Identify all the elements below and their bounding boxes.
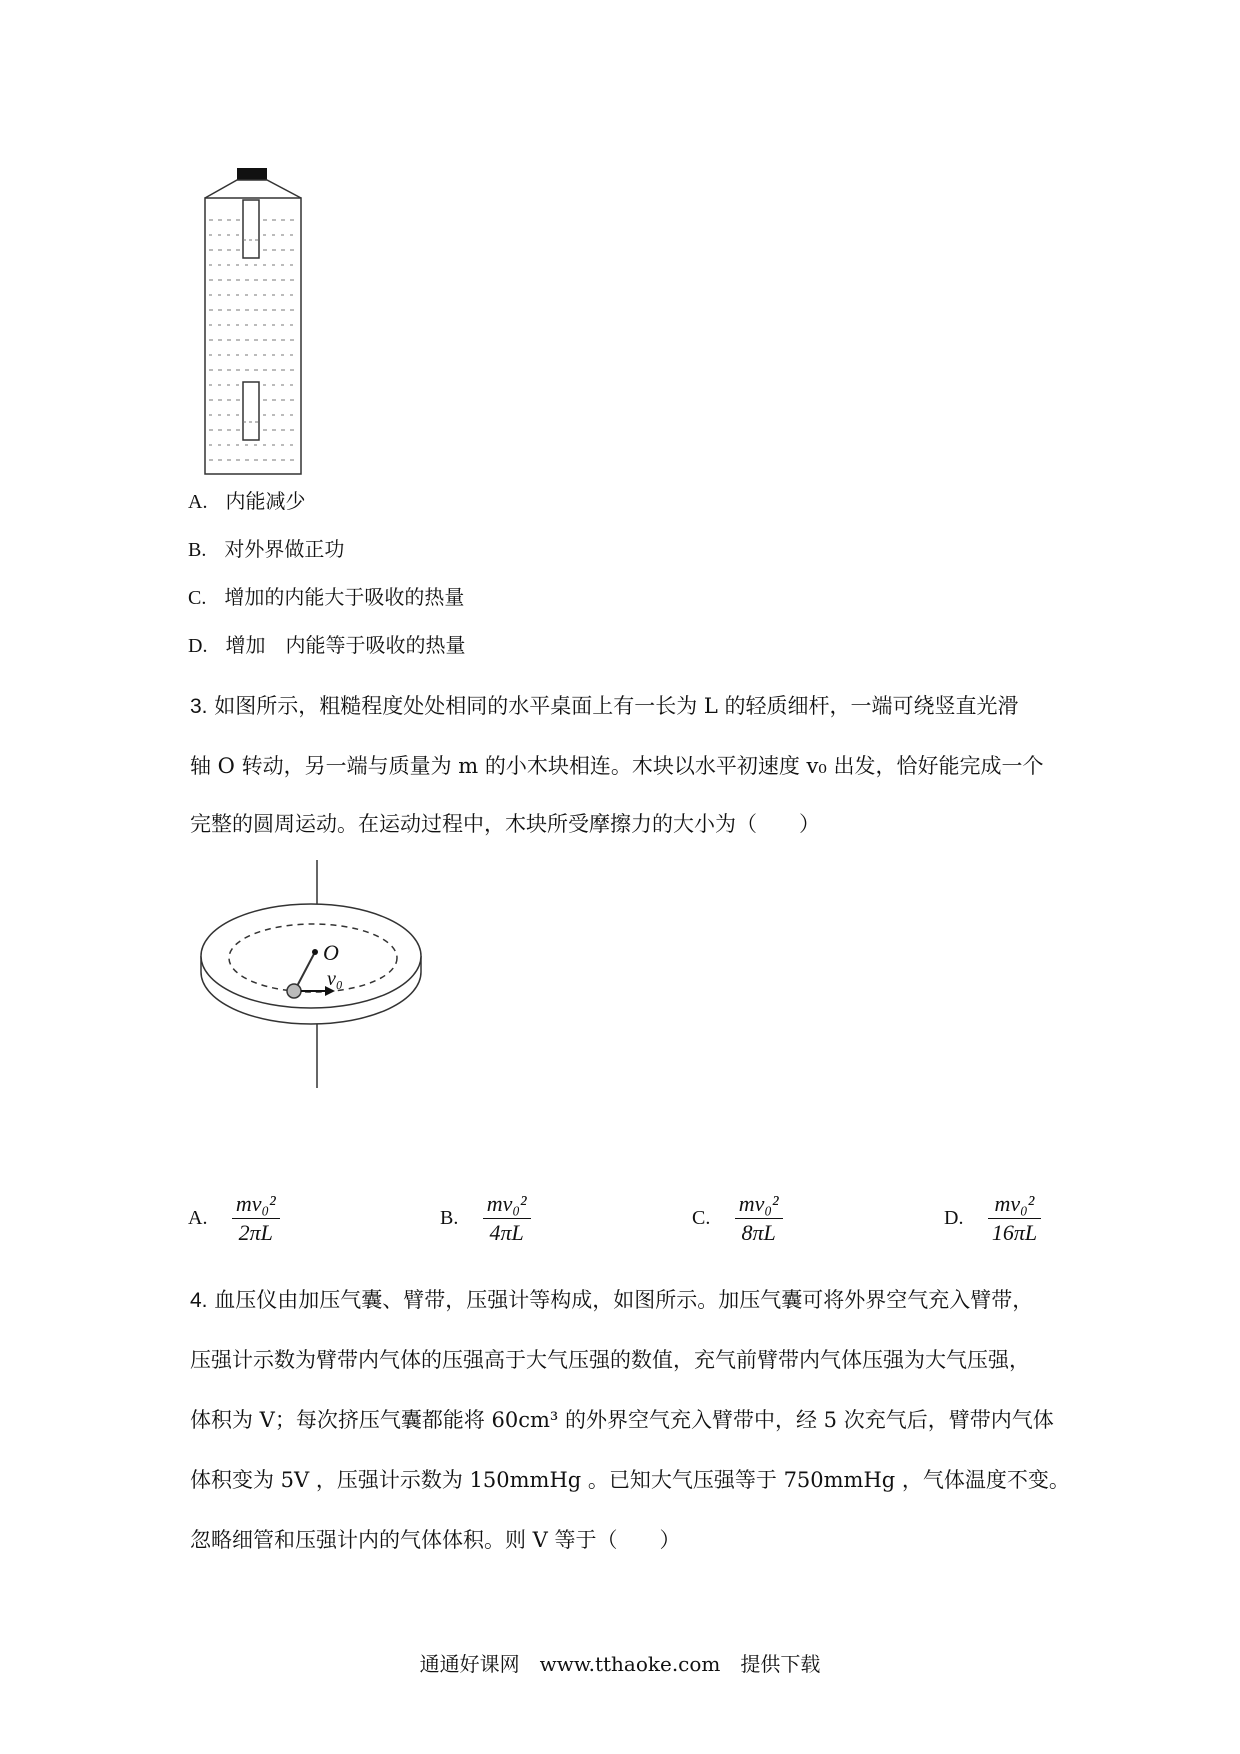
option-letter: D. — [188, 635, 208, 657]
page-footer: 通通好课网 www.tthaoke.com 提供下载 — [419, 1652, 821, 1676]
q4-line-5 — [190, 1524, 681, 1554]
option-letter: C. — [692, 1207, 711, 1229]
axis-point-label: O — [323, 940, 339, 965]
q3-text-1: 如图所示，粗糙程度处处相同的水平桌面上有一长为 L 的轻质细杆，一端可绕竖直光滑 — [214, 694, 1019, 718]
option-text: 增加的内能大于吸收的热量 — [224, 585, 465, 609]
fraction-numerator: mv₀² — [483, 1190, 531, 1219]
fraction-numerator: mv₀² — [232, 1190, 280, 1219]
q4-text-3: 体积为 V；每次挤压气囊都能将 60cm³ 的外界空气充入臂带中，经 5 次充气后，臂带内气体 — [190, 1408, 1054, 1432]
q3-option-b — [440, 1190, 531, 1247]
q3-text-2: 轴 O 转动，另一端与质量为 m 的小木块相连。木块以水平初速度 v₀ 出发，恰好能完成一个 — [190, 754, 1044, 778]
q4-text-4: 体积变为 5V ，压强计示数为 150mmHg 。已知大气压强等于 750mmHg ，气体温度不变。 — [190, 1468, 1070, 1492]
q2-option-d — [188, 629, 465, 658]
q3-line-2 — [190, 750, 1043, 780]
q4-line-1 — [190, 1284, 1033, 1314]
q4-text-2: 压强计示数为臂带内气体的压强高于大气压强的数值，充气前臂带内气体压强为大气压强， — [190, 1348, 1030, 1372]
q4-text-1: 血压仪由加压气囊、臂带，压强计等构成，如图所示。加压气囊可将外界空气充入臂带， — [214, 1288, 1034, 1312]
q3-option-a — [188, 1190, 280, 1247]
option-letter: C. — [188, 587, 207, 609]
container-figure — [195, 160, 315, 480]
option-letter: A. — [188, 491, 208, 513]
option-letter: B. — [440, 1207, 459, 1229]
q3-option-d — [944, 1190, 1041, 1247]
disk-figure — [195, 860, 425, 1090]
q4-line-2 — [190, 1344, 1030, 1374]
option-text: 内能减少 — [225, 489, 306, 513]
fraction-denominator: 2πL — [238, 1220, 273, 1245]
q3-text-3: 完整的圆周运动。在运动过程中，木块所受摩擦力的大小为（ ） — [190, 812, 820, 836]
q2-option-b — [188, 533, 344, 562]
question-number: 3. — [190, 695, 208, 718]
velocity-label: v₀ — [327, 968, 343, 990]
q2-option-a — [188, 485, 305, 514]
q3-line-1 — [190, 690, 1019, 720]
option-fraction — [483, 1190, 531, 1247]
option-letter: D. — [944, 1207, 964, 1229]
q2-option-c — [188, 581, 464, 610]
fraction-numerator: mv₀² — [735, 1190, 783, 1219]
option-letter: A. — [188, 1207, 208, 1229]
option-fraction — [232, 1190, 280, 1247]
option-fraction — [988, 1190, 1041, 1247]
q3-option-c — [692, 1190, 783, 1247]
fraction-denominator: 16πL — [991, 1220, 1038, 1245]
q3-line-3 — [190, 808, 820, 838]
q4-text-5: 忽略细管和压强计内的气体体积。则 V 等于（ ） — [190, 1528, 681, 1552]
fraction-numerator: mv₀² — [988, 1190, 1041, 1219]
q4-line-3 — [190, 1404, 1054, 1434]
option-text: 对外界做正功 — [224, 537, 345, 561]
fraction-denominator: 8πL — [741, 1220, 776, 1245]
q4-line-4 — [190, 1464, 1070, 1494]
option-letter: B. — [188, 539, 207, 561]
fraction-denominator: 4πL — [489, 1220, 524, 1245]
option-text: 增加 内能等于吸收的热量 — [225, 633, 466, 657]
option-fraction — [735, 1190, 783, 1247]
question-number: 4. — [190, 1289, 208, 1312]
